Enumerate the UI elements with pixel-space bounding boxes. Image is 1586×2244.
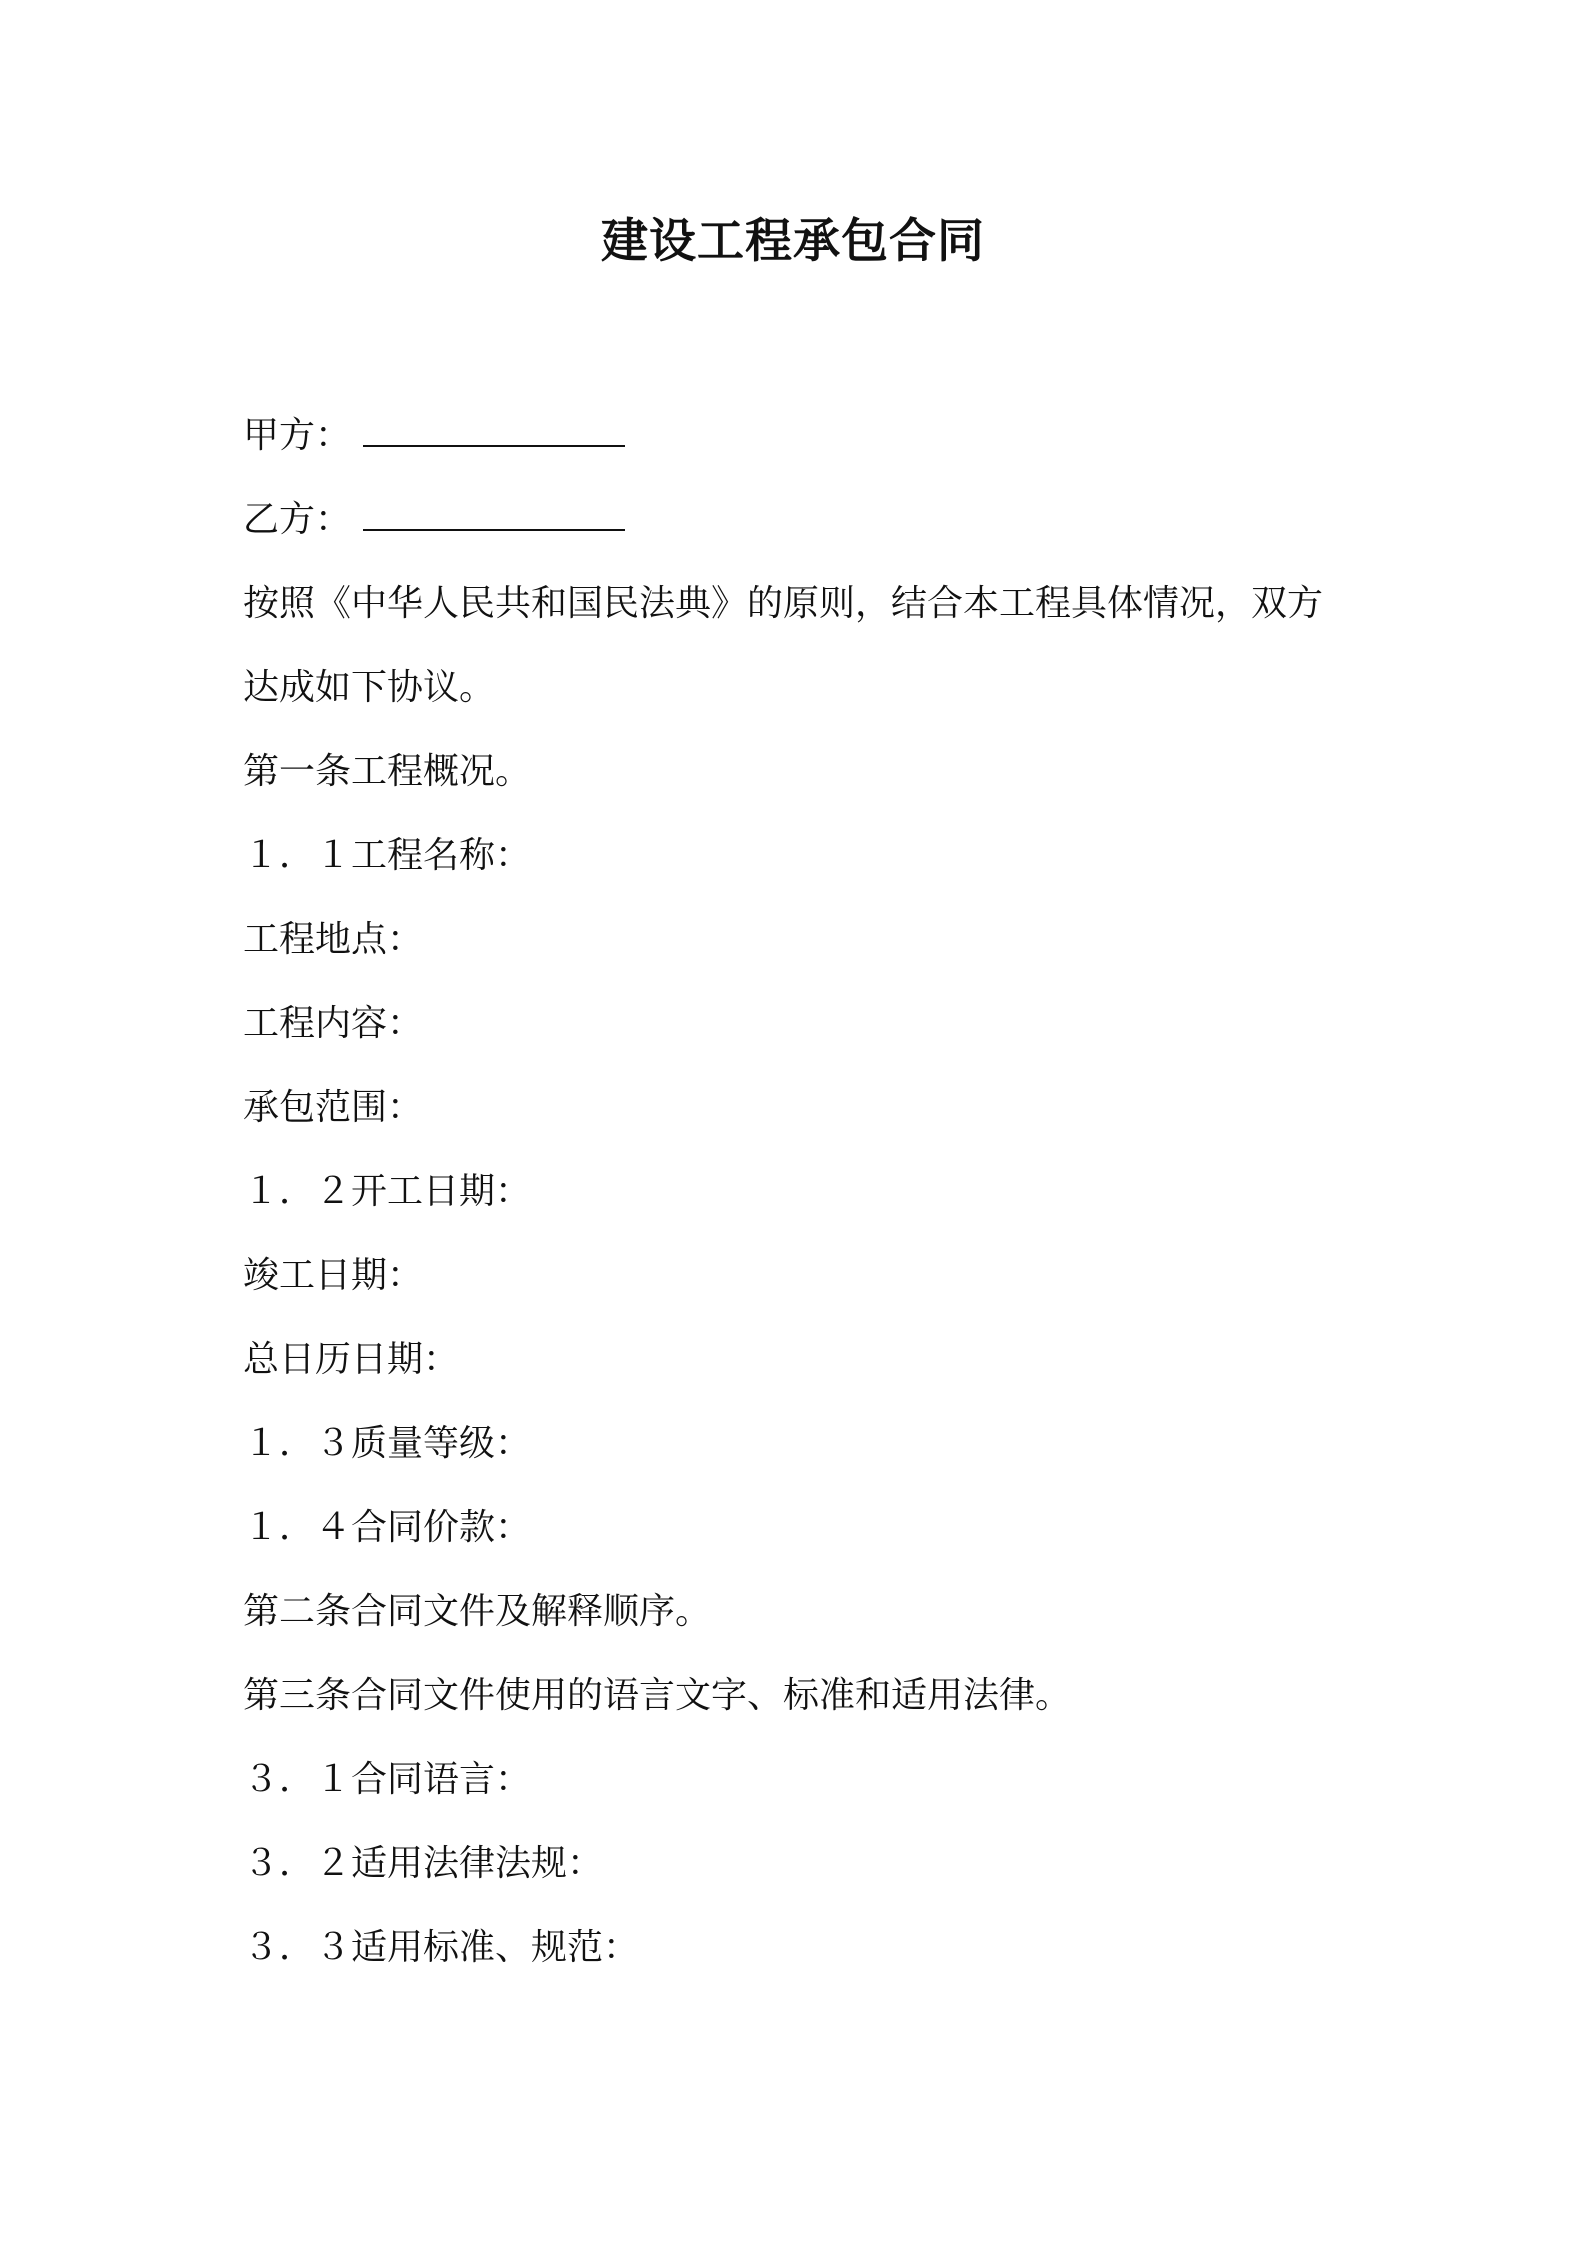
article-3-heading: 第三条合同文件使用的语言文字、标准和适用法律。 bbox=[243, 1675, 1072, 1716]
item-1-1: １．１工程名称： bbox=[243, 835, 532, 876]
total-calendar-days: 总日历日期： bbox=[243, 1339, 460, 1380]
party-a-row bbox=[243, 412, 625, 460]
item-1-3: １．３质量等级： bbox=[243, 1423, 532, 1464]
completion-date: 竣工日期： bbox=[243, 1255, 424, 1296]
document-title: 建设工程承包合同 bbox=[601, 214, 985, 269]
article-2-heading: 第二条合同文件及解释顺序。 bbox=[243, 1591, 712, 1632]
item-1-2: １．２开工日期： bbox=[243, 1171, 532, 1212]
party-b-row bbox=[243, 496, 625, 544]
party-b-blank-line bbox=[363, 528, 625, 531]
project-location: 工程地点： bbox=[243, 919, 424, 960]
item-3-3: ３．３适用标准、规范： bbox=[243, 1927, 640, 1968]
item-3-1: ３．１合同语言： bbox=[243, 1759, 532, 1800]
party-a-label: 甲方： bbox=[243, 415, 352, 456]
item-1-4: １．４合同价款： bbox=[243, 1507, 532, 1548]
intro-line-2: 达成如下协议。 bbox=[243, 667, 496, 708]
party-b-label: 乙方： bbox=[243, 499, 352, 540]
intro-line-1: 按照《中华人民共和国民法典》的原则，结合本工程具体情况，双方 bbox=[243, 583, 1324, 624]
project-content: 工程内容： bbox=[243, 1003, 424, 1044]
item-3-2: ３．２适用法律法规： bbox=[243, 1843, 604, 1884]
contract-scope: 承包范围： bbox=[243, 1087, 424, 1128]
party-a-blank-line bbox=[363, 444, 625, 447]
article-1-heading: 第一条工程概况。 bbox=[243, 751, 532, 792]
